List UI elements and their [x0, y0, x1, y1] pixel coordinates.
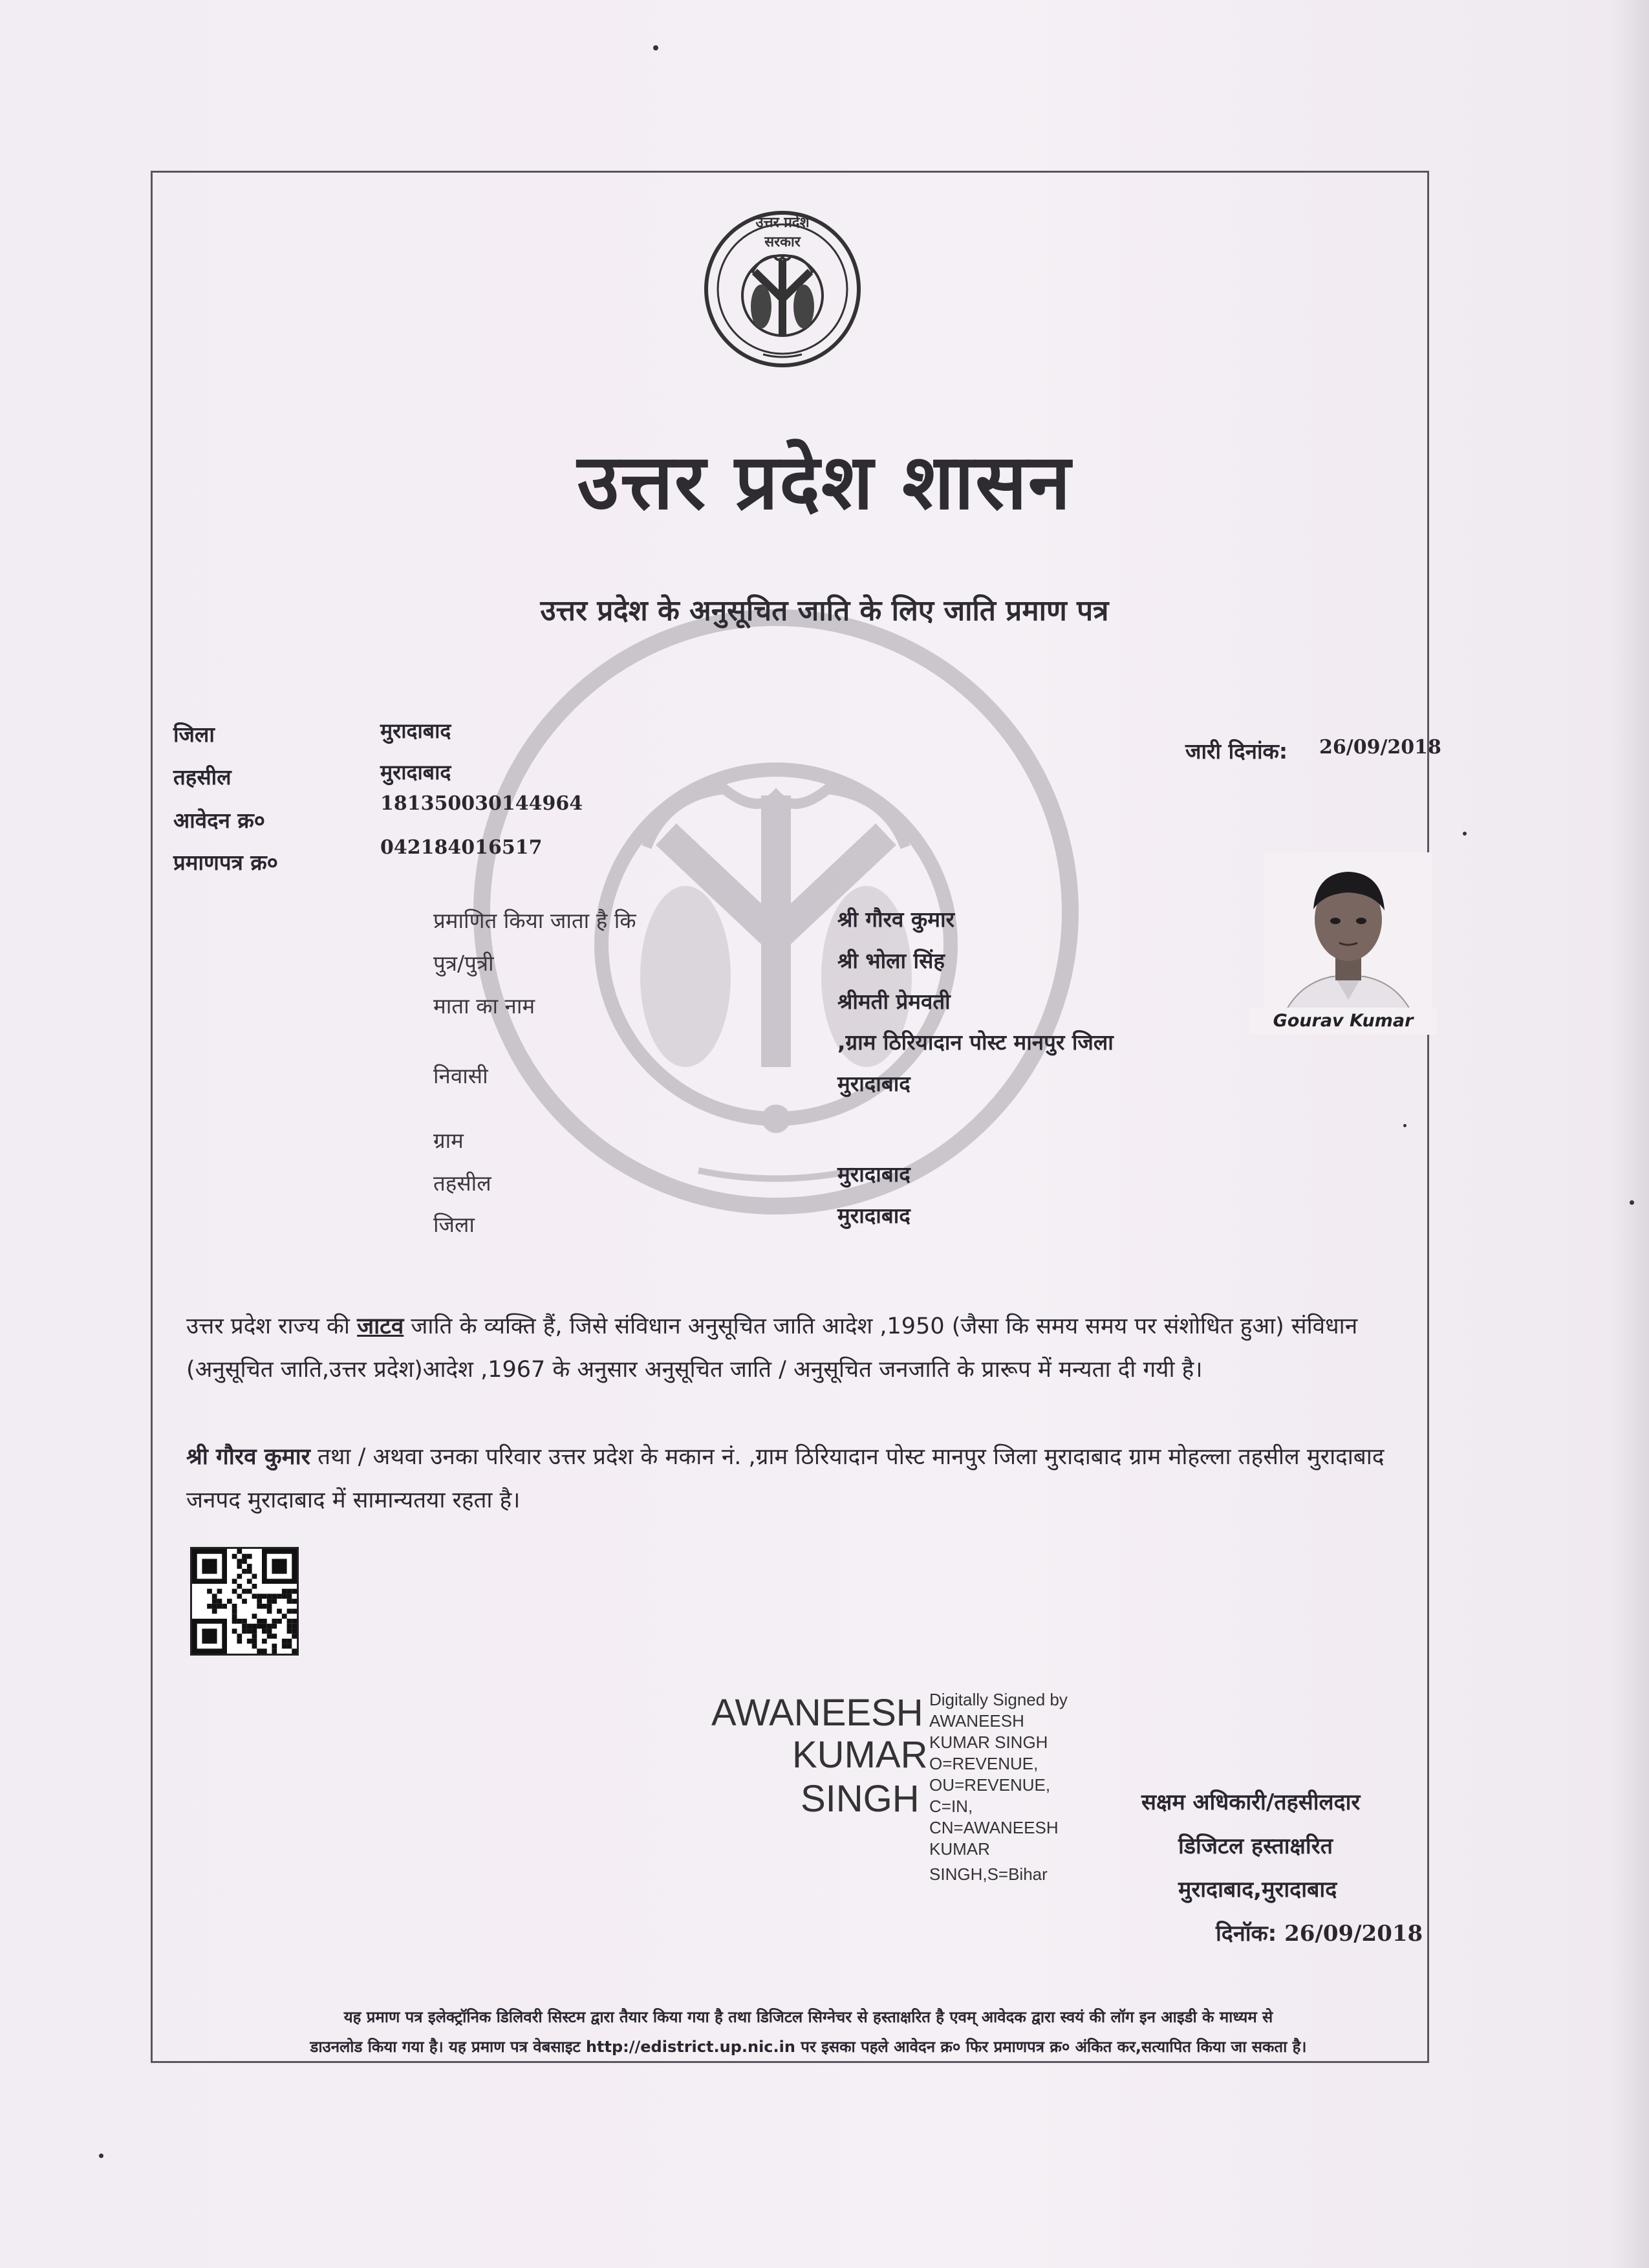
- officer-date: [1216, 1917, 1423, 1947]
- scan-speck: [99, 2154, 103, 2158]
- scan-speck: [1463, 832, 1467, 836]
- scan-speck: [653, 45, 658, 50]
- signature-detail-line: AWANEESH: [929, 1711, 1024, 1731]
- signature-detail-line: O=REVENUE,: [929, 1754, 1039, 1773]
- mother-value: श्रीमती प्रेमवती: [837, 989, 951, 1014]
- signature-detail-line: SINGH,S=Bihar: [929, 1864, 1048, 1884]
- signature-detail-line: KUMAR SINGH: [929, 1733, 1048, 1752]
- paper-edge-shadow: [1610, 0, 1649, 2268]
- certified-value: श्री गौरव कुमार: [837, 907, 954, 932]
- field-tehsil-value: मुरादाबाद: [837, 1161, 911, 1187]
- residence-paragraph: [186, 1436, 1438, 1522]
- residence-paragraph-rest: तथा / अथवा उनका परिवार उत्तर प्रदेश के मकान नं. ,ग्राम ठिरियादान पोस्ट मानपुर जिला मुरादाबाद ग्राम मोहल्ला तहसील मुरादाबाद जनपद मुरादाबाद में सामान्यतया रहता है।: [186, 1444, 1385, 1513]
- child-of-value: श्री भोला सिंह: [837, 948, 945, 973]
- caste-paragraph: [186, 1305, 1438, 1392]
- officer-place: मुरादाबाद,मुरादाबाद: [1178, 1877, 1337, 1903]
- certified-label: प्रमाणित किया जाता है कि: [433, 908, 636, 933]
- field-district-label: जिला: [433, 1212, 475, 1237]
- issue-date-label: जारी दिनांक:: [1185, 739, 1288, 764]
- mother-label: माता का नाम: [433, 993, 535, 1019]
- resident-value-line1: ,ग्राम ठिरियादान पोस्ट मानपुर जिला: [837, 1030, 1114, 1055]
- scan-speck: [1630, 1200, 1634, 1205]
- tehsil-value: मुरादाबाद: [380, 760, 451, 784]
- tehsil-label: तहसील: [173, 764, 232, 790]
- signature-details: [929, 1689, 1068, 1885]
- certificate-label: प्रमाणपत्र क्र०: [173, 850, 278, 875]
- certificate-subtitle: उत्तर प्रदेश के अनुसूचित जाति के लिए जाति प्रमाण पत्र: [540, 594, 1109, 627]
- photo-caption: Gourav Kumar: [1249, 1008, 1437, 1035]
- signer-name-line1: AWANEESH: [711, 1692, 923, 1734]
- officer-date-label: दिनॉक:: [1216, 1921, 1277, 1947]
- scan-speck: [1403, 1124, 1406, 1127]
- emblem-text: उत्तर प्रदेश सरकार: [755, 215, 810, 250]
- district-value: मुरादाबाद: [380, 718, 451, 743]
- signature-detail-line: C=IN,: [929, 1797, 973, 1816]
- qr-code-icon: [192, 1549, 297, 1654]
- caste-paragraph-rest: जाति के व्यक्ति हैं, जिसे संविधान अनुसूचित जाति आदेश ,1950 (जैसा कि समय समय पर संशोधित हुआ) संविधान (अनुसूचित जाति,उत्तर प्रदेश)आदेश ,1967 के अनुसार अनुसूचित जाति / अनुसूचित जनजाति के प्रारूप में मन्यता दी गयी है।: [186, 1313, 1358, 1383]
- officer-date-value: 26/09/2018: [1284, 1921, 1423, 1947]
- caste-paragraph-start: उत्तर प्रदेश राज्य की: [186, 1313, 358, 1339]
- issue-date-value: 26/09/2018: [1319, 736, 1441, 759]
- officer-digitally-signed: डिजिटल हस्ताक्षरित: [1178, 1833, 1333, 1859]
- officer-designation: सक्षम अधिकारी/तहसीलदार: [1141, 1789, 1361, 1815]
- resident-label: निवासी: [433, 1063, 488, 1088]
- footer-line1: यह प्रमाण पत्र इलेक्ट्रॉनिक डिलिवरी सिस्टम द्वारा तैयार किया गया है तथा डिजिटल सिग्नेचर से हस्ताक्षरित है एवम् आवेदक द्वारा स्वयं की लॉग इन आइडी के माध्यम से: [343, 2008, 1273, 2026]
- field-tehsil-label: तहसील: [433, 1171, 491, 1196]
- district-label: जिला: [173, 722, 215, 747]
- certificate-number: 042184016517: [380, 836, 543, 859]
- child-of-label: पुत्र/पुत्री: [433, 951, 494, 976]
- application-number: 181350030144964: [380, 792, 583, 815]
- person-photo-icon: [1264, 852, 1432, 1033]
- signature-detail-line: OU=REVENUE,: [929, 1775, 1051, 1795]
- signature-detail-line: Digitally Signed by: [929, 1690, 1068, 1709]
- signature-detail-line: CN=AWANEESH: [929, 1818, 1059, 1837]
- qr-code: [190, 1547, 299, 1656]
- page-title: उत्तर प्रदेश शासन: [577, 437, 1072, 526]
- resident-value-line2: मुरादाबाद: [837, 1071, 911, 1096]
- field-district-value: मुरादाबाद: [837, 1203, 911, 1228]
- application-label: आवेदन क्र०: [173, 808, 265, 833]
- footer-line2: डाउनलोड किया गया है। यह प्रमाण पत्र वेबसाइट http://edistrict.up.nic.in पर इसका पहले आवेदन क्र० फिर प्रमाणपत्र क्र० अंकित कर,सत्यापित किया जा सकता है।: [310, 2038, 1307, 2056]
- signature-detail-line: KUMAR: [929, 1839, 990, 1859]
- village-label: ग्राम: [433, 1128, 464, 1153]
- signer-name-line3: SINGH: [801, 1778, 920, 1820]
- residence-person-name: श्री गौरव कुमार: [186, 1444, 310, 1470]
- top-emblem: [702, 208, 863, 370]
- signer-name-line2: KUMAR: [792, 1734, 928, 1776]
- caste-name: जाटव: [357, 1313, 404, 1339]
- applicant-photo: [1264, 852, 1432, 1033]
